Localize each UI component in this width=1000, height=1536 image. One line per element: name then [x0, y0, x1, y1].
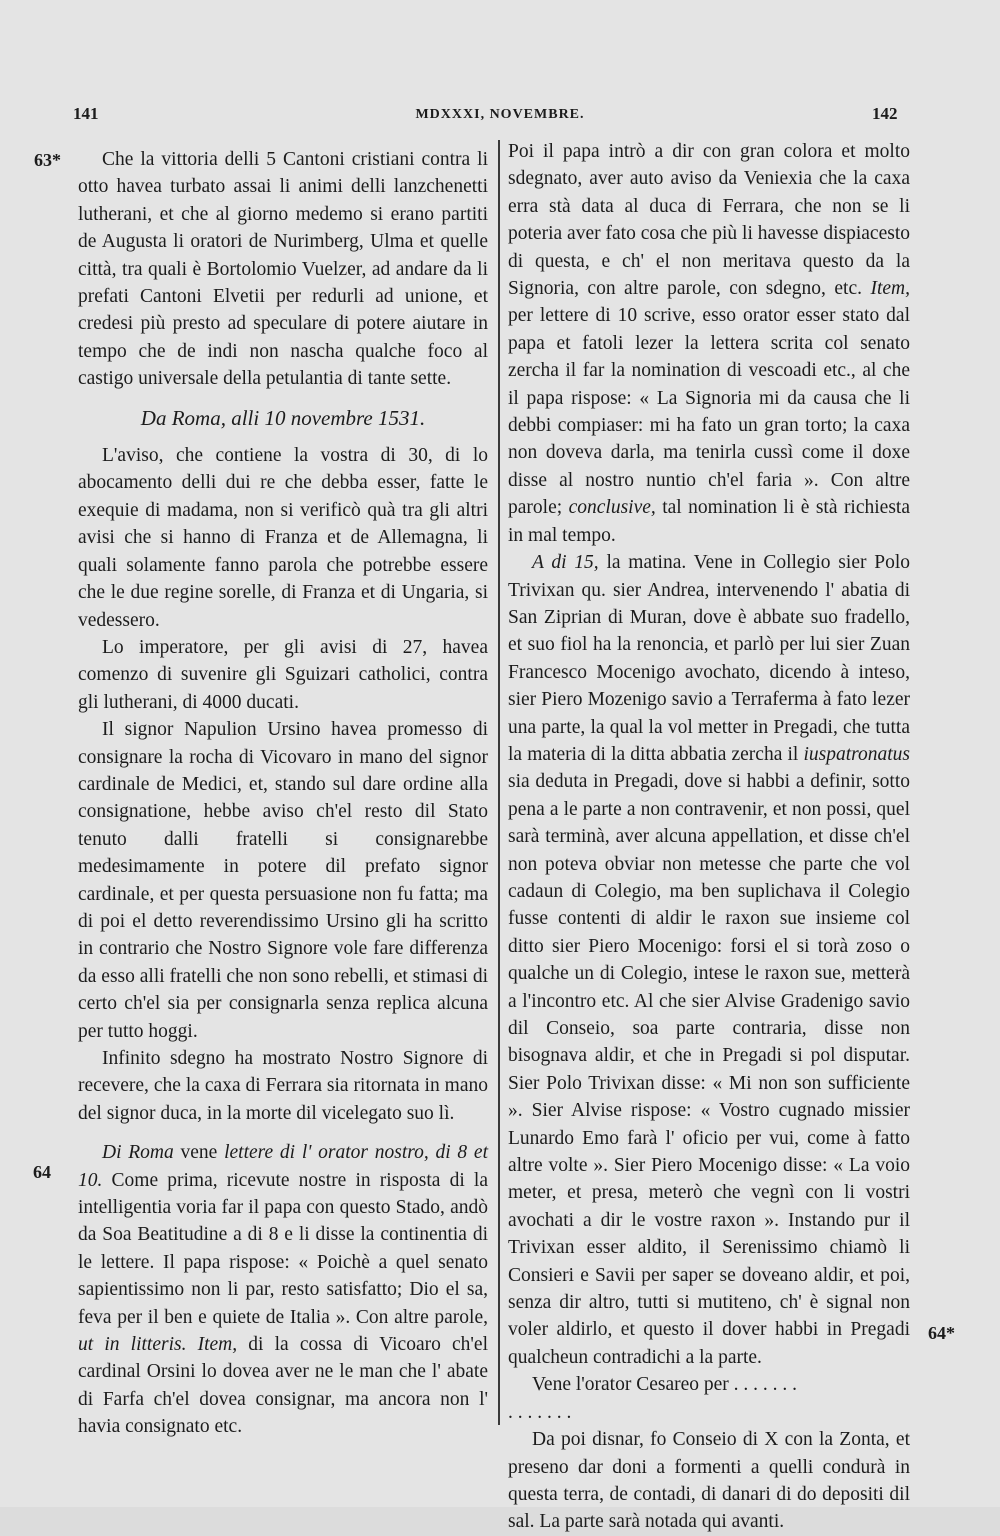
paragraph: Il signor Napulion Ursino havea promesso di consignare la rocha di Vicovaro in mano del signor cardinale de Medici, et, stando sul dare ordine alla consignatione, hebbe aviso ch'el resto dil Stato tenuto dalli fratelli si consignarebbe medesimamente in potere dil prefato signor cardinale, et per questa persuasione non fu fatta; ma di poi el detto reverendissimo Ursino gli ha scritto in contrario che Nostro Signore vole fare differenza da esso alli fratelli che non sono rebelli, et stimasi di certo ch'el sia per consignarla senza replica alcuna per tutto hoggi.	[78, 719, 488, 1042]
text-run: Come prima, ricevute nostre in risposta di la intelligentia voria far il papa con questo Stado, andò da Soa Beatitudine a di 8 e li disse la continentia di le lettere. Il papa rispose: « Poichè a quel senato sapientissimo non li par, resto satisfatto; Dio el sa, feva per il ben e quiete de Italia ». Con altre parole,	[78, 1169, 488, 1328]
text-run: Poi il papa intrò a dir con gran colora et molto sdegnato, aver auto aviso da Veniexia che la caxa erra stà data al duca di Ferrara, che non se li poteria aver fato cosa che più li havesse dispiacesto di questa, e ch' el non meritava questo da la Signoria, con altre parole, con sdegno, etc.	[508, 141, 910, 300]
paragraph	[78, 1139, 488, 1440]
left-column	[78, 146, 488, 1441]
text-run: di la cossa di Vicoaro ch'el cardinal Orsini lo dovea aver ne le man che l' abate di Farfa ch'el dovea consignar, ma ancora non l' havia consignato etc.	[78, 1334, 489, 1438]
italic-text: conclusive,	[568, 497, 656, 519]
paragraph	[508, 138, 910, 549]
margin-note-64-left: 64	[33, 1162, 51, 1182]
margin-note-63: 63*	[34, 150, 61, 170]
paragraph: L'aviso, che contiene la vostra di 30, di lo abocamento delli dui re che debba esser, fatte le exequie di madama, non si verificò quà tra gli altri avisi che si hanno di Franza et de Allemagna, li quali solamente fanno parola che potrebbe essere che le due regine sorelle, di Franza et di Ungaria, si vedessero.	[78, 445, 488, 631]
paragraph: Vene l'orator Cesareo per . . . . . . .	[532, 1374, 798, 1396]
page-number-left: 141	[73, 104, 99, 123]
paragraph: Da poi disnar, fo Conseio di X con la Zonta, et preseno dar doni a formenti a quelli condurà in questa terra, de contadi, di danari di do depositi dil sal. La parte sarà notada qui avanti.	[508, 1429, 910, 1533]
italic-text: iuspatronatus	[803, 743, 910, 765]
paragraph: Infinito sdegno ha mostrato Nostro Signore di recevere, che la caxa di Ferrara sia ritornata in mano del signor duca, in la morte dil vicelegato suo lì.	[78, 1048, 488, 1124]
right-column	[508, 138, 910, 1536]
text-run: sia deduta in Pregadi, dove si habbi a definir, sotto pena a le parte a non contravenir, et non possi, quel sarà terminà, aver alcuna appellation, et disse ch'el non poteva obviar non metesse che parte che vol cadaun di Colegio, ma ben suplichava il Colegio fusse contenti di aldir le raxon sue insieme col ditto sier Piero Mocenigo: forsi el si torà zoso o qualche un di Colegio, intese le raxon sue, metterà a l'incontro etc. Al che sier Alvise Gradenigo savio dil Conseio, soa parte contraria, disse non bisognava aldir, et che in Pregadi si pol disputar. Sier Polo Trivixan disse: « Mi non son sufficiente ». Sier Alvise rispose: « Vostro cugnado missier Lunardo Emo farà l' oficio per vui, come à fatto altre volte ». Sier Piero Mocenigo disse: « La voio meter, et presa, meterò che vegnì con li vostri avochati a dir le vostre raxon ». Instando pur il Trivixan esser aldito, il Serenissimo chiamò li Consieri e Savii per saper se doveano aldir, et poi, senza dir altro, tutti si mutiteno, ch' è signal non voler aldirlo, et questo il dover habbi in Pregadi qualcheun contradichi a la parte.	[508, 771, 910, 1368]
text-run: vene	[173, 1142, 225, 1164]
running-header: MDXXXI, NOVEMBRE.	[415, 107, 585, 122]
letter-dateline: Da Roma, alli 10 novembre 1531.	[140, 405, 426, 430]
italic-text: lettere di l' orator nostro, di 8 et 10.	[78, 1142, 489, 1191]
italic-text: Item,	[870, 278, 910, 300]
page-number-right: 142	[872, 104, 898, 123]
paragraph: Che la vittoria delli 5 Cantoni cristiani contra li otto havea turbato assai li animi delli lanzchenetti lutherani, et che al giorno medemo si erano partiti de Augusta li oratori de Nurimberg, Ulma et quelle città, tra quali è Bortolomio Vuelzer, ad andare da li prefati Cantoni Elvetii per redurli ad unione, et credesi più presto ad speculare di potere aiutare in tempo che de indi non nascha qualche foco al castigo universale della petulantia di tante sette.	[78, 149, 488, 390]
paragraph: Lo imperatore, per gli avisi di 27, havea comenzo di suvenire gli Sguizari catholici, contra gli lutherani, di 4000 ducati.	[78, 636, 488, 713]
italic-text: A di 15,	[532, 552, 599, 574]
text-run: tal nomination li è stà richiesta in mal tempo.	[508, 497, 910, 546]
paragraph	[508, 549, 910, 1371]
italic-text: ut in litteris. Item,	[78, 1334, 238, 1356]
text-run: la matina. Vene in Collegio sier Polo Trivixan qu. sier Andrea, intervenendo l' abatia di San Ziprian di Muran, dove è abbate suo fradello, et suo fiol ha la renoncia, et parlò per lui sier Zuan Francesco Mocenigo avochato, dicendo à inteso, sier Piero Mozenigo savio a Terraferma à fato lezer una parte, la qual la vol metter in Pregadi, che tutta la materia di la ditta abbatia zercha il	[508, 552, 911, 765]
italic-text: Di Roma	[102, 1142, 174, 1164]
text-run: per lettere di 10 scrive, esso orator esser stato dal papa et fatoli lezer la lettera scrita col senato zercha il far la nomination di vescoadi etc., al che il papa rispose: « La Signoria mi da causa che li debbi compiaser: mi ha fato un gran torto; la caxa non doveva darla, ma tenirla cussì come il doxe disse al nostro nuntio ch'el faria ». Con altre parole;	[508, 305, 910, 519]
margin-note-64-right: 64*	[928, 1323, 955, 1343]
ellipsis-line: . . . . . . .	[508, 1401, 572, 1423]
column-divider	[498, 140, 500, 1425]
